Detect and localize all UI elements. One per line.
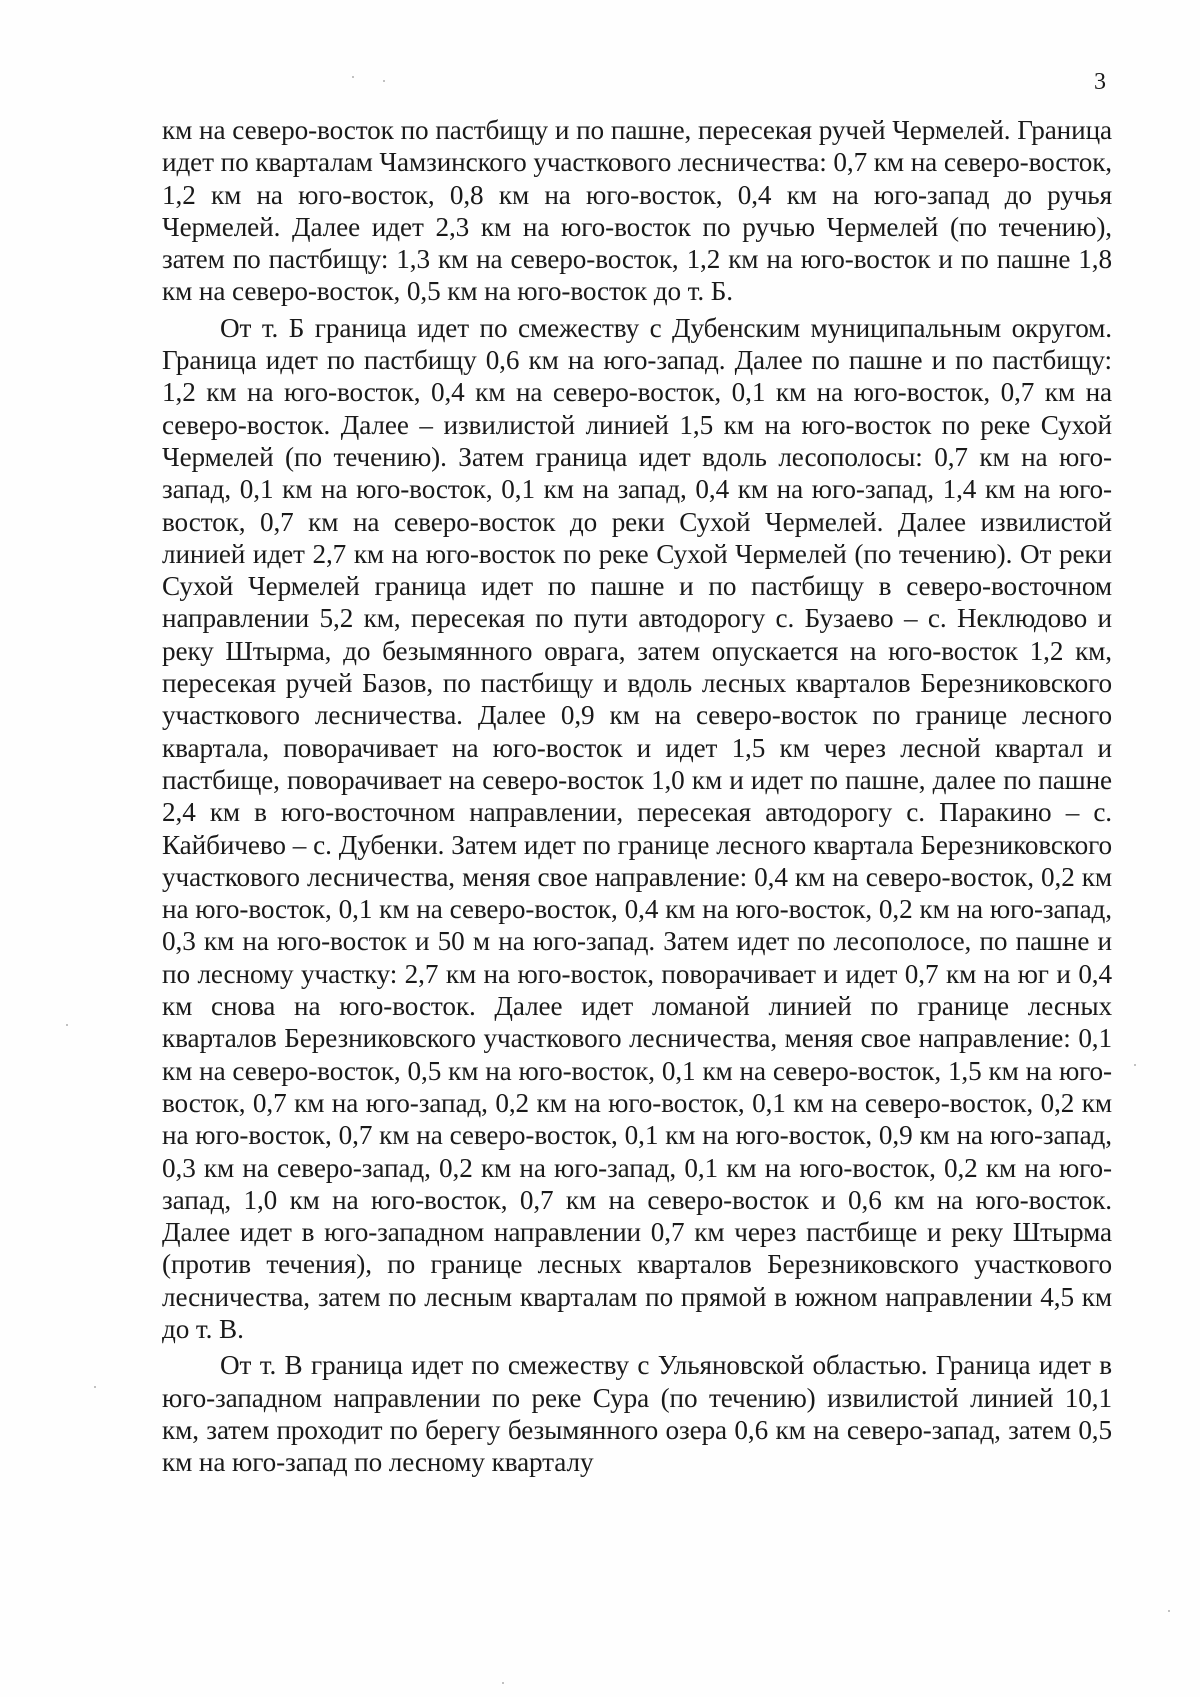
scan-speck: [66, 1024, 68, 1026]
scan-speck: [1134, 1064, 1136, 1066]
paragraph-2: От т. Б граница идет по смежеству с Дубенским муниципальным округом. Граница идет по пастбищу 0,6 км на юго-запад. Далее по пашне и по пастбищу: 1,2 км на юго-восток, 0,4 км на северо-восток, 0,1 км на юго-восток, 0,7 км на северо-восток. Далее – извилистой линией 1,5 км на юго-восток по реке Сухой Чермелей (по течению). Затем граница идет вдоль лесополосы: 0,7 км на юго-запад, 0,1 км на юго-восток, 0,1 км на запад, 0,4 км на юго-запад, 1,4 км на юго-восток, 0,7 км на северо-восток до реки Сухой Чермелей. Далее извилистой линией идет 2,7 км на юго-восток по реке Сухой Чермелей (по течению). От реки Сухой Чермелей граница идет по пашне и по пастбищу в северо-восточном направлении 5,2 км, пересекая по пути автодорогу с. Бузаево – с. Неклюдово и реку Штырма, до безымянного оврага, затем опускается на юго-восток 1,2 км, пересекая ручей Базов, по пастбищу и вдоль лесных кварталов Березниковского участкового лесничества. Далее 0,9 км на северо-восток по границе лесного квартала, поворачивает на юго-восток и идет 1,5 км через лесной квартал и пастбище, поворачивает на северо-восток 1,0 км и идет по пашне, далее по пашне 2,4 км в юго-восточном направлении, пересекая автодорогу с. Паракино – с. Кайбичево – с. Дубенки. Затем идет по границе лесного квартала Березниковского участкового лесничества, меняя свое направление: 0,4 км на северо-восток, 0,2 км на юго-восток, 0,1 км на северо-восток, 0,4 км на юго-восток, 0,2 км на юго-запад, 0,3 км на юго-восток и 50 м на юго-запад. Затем идет по лесополосе, по пашне и по лесному участку: 2,7 км на юго-восток, поворачивает и идет 0,7 км на юг и 0,4 км снова на юго-восток. Далее идет ломаной линией по границе лесных кварталов Березниковского участкового лесничества, меняя свое направление: 0,1 км на северо-восток, 0,5 км на юго-восток, 0,1 км на северо-восток, 1,5 км на юго-восток, 0,7 км на юго-запад, 0,2 км на юго-восток, 0,1 км на северо-восток, 0,2 км на юго-восток, 0,7 км на северо-восток, 0,1 км на юго-восток, 0,9 км на юго-запад, 0,3 км на северо-запад, 0,2 км на юго-запад, 0,1 км на юго-восток, 0,2 км на юго-запад, 1,0 км на юго-восток, 0,7 км на северо-восток и 0,6 км на юго-восток. Далее идет в юго-западном направлении 0,7 км через пастбище и реку Штырма (против течения), по границе лесных кварталов Березниковского участкового лесничества, затем по лесным кварталам по прямой в южном направлении 4,5 км до т. В.: [162, 312, 1112, 1344]
scan-speck: [352, 76, 354, 78]
scan-speck: [94, 1386, 96, 1388]
page-number: 3: [1094, 69, 1106, 95]
scan-speck: [1168, 1610, 1170, 1612]
scan-speck: [502, 1682, 504, 1684]
paragraph-3: От т. В граница идет по смежеству с Ульяновской областью. Граница идет в юго-западном направлении по реке Сура (по течению) извилистой линией 10,1 км, затем проходит по берегу безымянного озера 0,6 км на северо-запад, затем 0,5 км на юго-запад по лесному кварталу: [162, 1350, 1112, 1478]
paragraph-1: км на северо-восток по пастбищу и по пашне, пересекая ручей Чермелей. Граница идет по кварталам Чамзинского участкового лесничества: 0,7 км на северо-восток, 1,2 км на юго-восток, 0,8 км на юго-восток, 0,4 км на юго-запад до ручья Чермелей. Далее идет 2,3 км на юго-восток по ручью Чермелей (по течению), затем по пастбищу: 1,3 км на северо-восток, 1,2 км на юго-восток и по пашне 1,8 км на северо-восток, 0,5 км на юго-восток до т. Б.: [162, 115, 1112, 307]
document-body: [162, 114, 1112, 1478]
scan-speck: [383, 80, 385, 82]
